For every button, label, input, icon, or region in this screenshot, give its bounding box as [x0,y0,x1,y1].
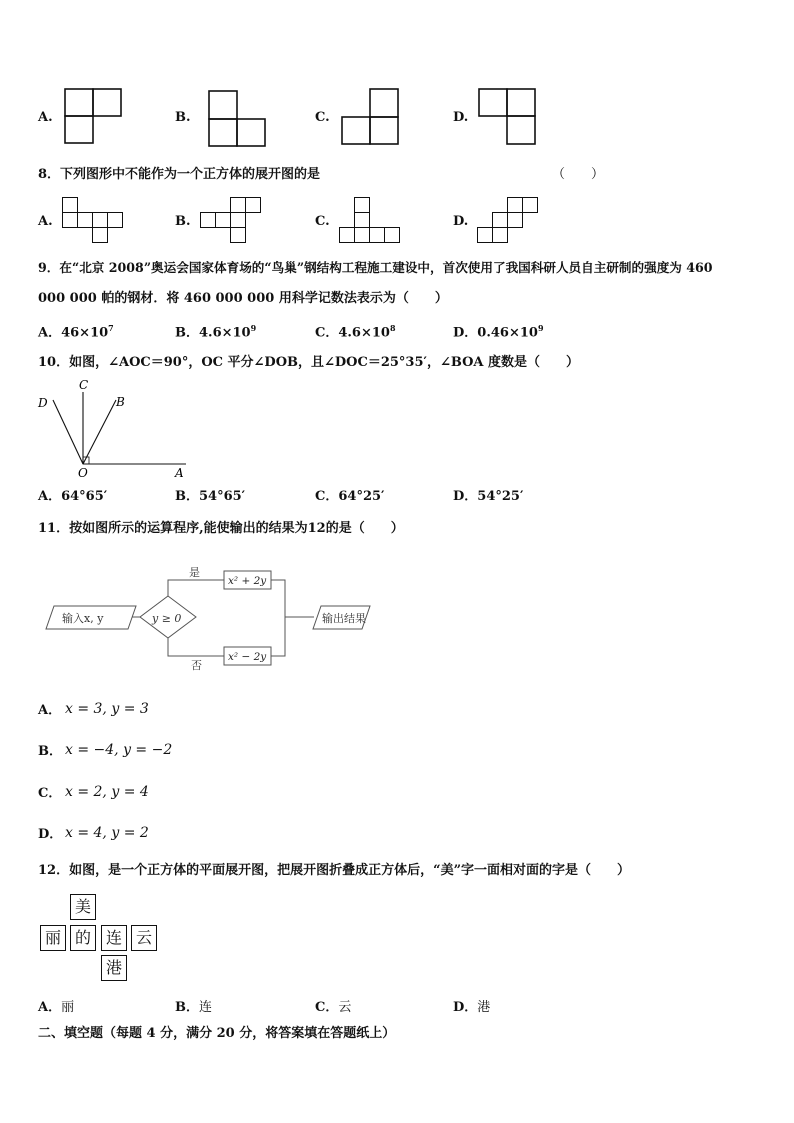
net-cell-row-4: 云 [131,925,157,951]
q9-option-b: B．$4.6\times 10^9$ [175,323,257,341]
q11-option-a-text: x = 3, y = 3 [65,701,149,717]
q8-figure-d [477,197,541,245]
q10-option-a: A．64°65′ [38,489,108,504]
q7-option-a-label: A. [38,110,53,125]
q9-option-d: D．$0.46\times 10^9$ [453,323,544,341]
net-cell-row-3: 连 [101,925,127,951]
flow-yes-label: 是 [189,566,200,579]
q8-option-b-label: B. [175,214,191,229]
label-a: A [175,466,184,480]
q7-figure-b [208,90,268,148]
q9-stem-line1: 9．在“北京 2008”奥运会国家体育场的“鸟巢”钢结构工程施工建设中，首次使用了我国科研人员自主研制的强度为 460 [38,260,713,275]
q7-option-b-label: B. [175,110,191,125]
q8-option-a-label: A. [38,214,53,229]
q7-figure-d [478,88,538,146]
q7-figure-c [341,88,401,146]
net-cell-top: 美 [70,894,96,920]
label-d: D [38,396,48,410]
q11-option-d-text: x = 4, y = 2 [65,825,149,841]
q11-flowchart [44,560,384,672]
q10-option-c: C．64°25′ [315,489,385,504]
q11-stem: 11．按如图所示的运算程序,能使输出的结果为12的是（ ） [38,521,404,536]
q11-option-a-label: A． [38,703,62,718]
q8-option-d-label: D. [453,214,469,229]
net-cell-row-1: 丽 [40,925,66,951]
q12-option-a: A．丽 [38,1000,75,1015]
label-c: C [79,378,89,392]
flow-yes-expr: x² + 2y [228,575,267,587]
flow-condition: y ≥ 0 [152,612,182,625]
flow-no-expr: x² − 2y [228,651,267,663]
q7-option-d-label: D. [453,110,469,125]
q9-stem-line2: 000 000 帕的钢材．将 460 000 000 用科学记数法表示为（ ） [38,291,448,306]
q7-option-c-label: C. [315,110,330,125]
q12-option-b: B．连 [175,1000,213,1015]
flow-no-label: 否 [191,659,202,672]
q8-figure-b [200,197,264,245]
label-b: B [116,395,125,409]
section-2-heading: 二、填空题（每题 4 分，满分 20 分，将答案填在答题纸上） [38,1026,396,1041]
q9-option-c: C．$4.6\times 10^8$ [315,323,396,341]
q10-angle-figure [36,378,196,480]
q10-stem: 10．如图，∠AOC＝90°，OC 平分∠DOB，且∠DOC＝25°35′，∠BOA 度数是（ ） [38,355,580,370]
q11-option-d-label: D． [38,827,63,842]
q9-option-a: A．$46\times 10^7$ [38,323,114,341]
q12-option-d: D．港 [453,1000,491,1015]
q12-stem: 12．如图，是一个正方体的平面展开图，把展开图折叠成正方体后，“美”字一面相对面的字是（ ） [38,863,631,878]
q12-option-c: C．云 [315,1000,352,1015]
q8-answer-paren: （ ） [552,167,605,182]
q10-option-d: D．54°25′ [453,489,524,504]
q8-stem: 8．下列图形中不能作为一个正方体的展开图的是 [38,167,321,182]
flow-output: 输出结果 [322,612,366,625]
label-o: O [78,466,88,480]
q11-option-b-label: B． [38,744,62,759]
q10-option-b: B．54°65′ [175,489,246,504]
q8-option-c-label: C. [315,214,330,229]
flow-input: 输入x, y [62,612,104,625]
q11-option-c-label: C． [38,786,62,801]
q8-figure-c [339,197,403,245]
q11-option-b-text: x = −4, y = −2 [65,742,173,758]
net-cell-bottom: 港 [101,955,127,981]
q8-figure-a [62,197,126,245]
net-cell-row-2: 的 [70,925,96,951]
q11-option-c-text: x = 2, y = 4 [65,784,149,800]
q7-figure-a [64,88,124,146]
